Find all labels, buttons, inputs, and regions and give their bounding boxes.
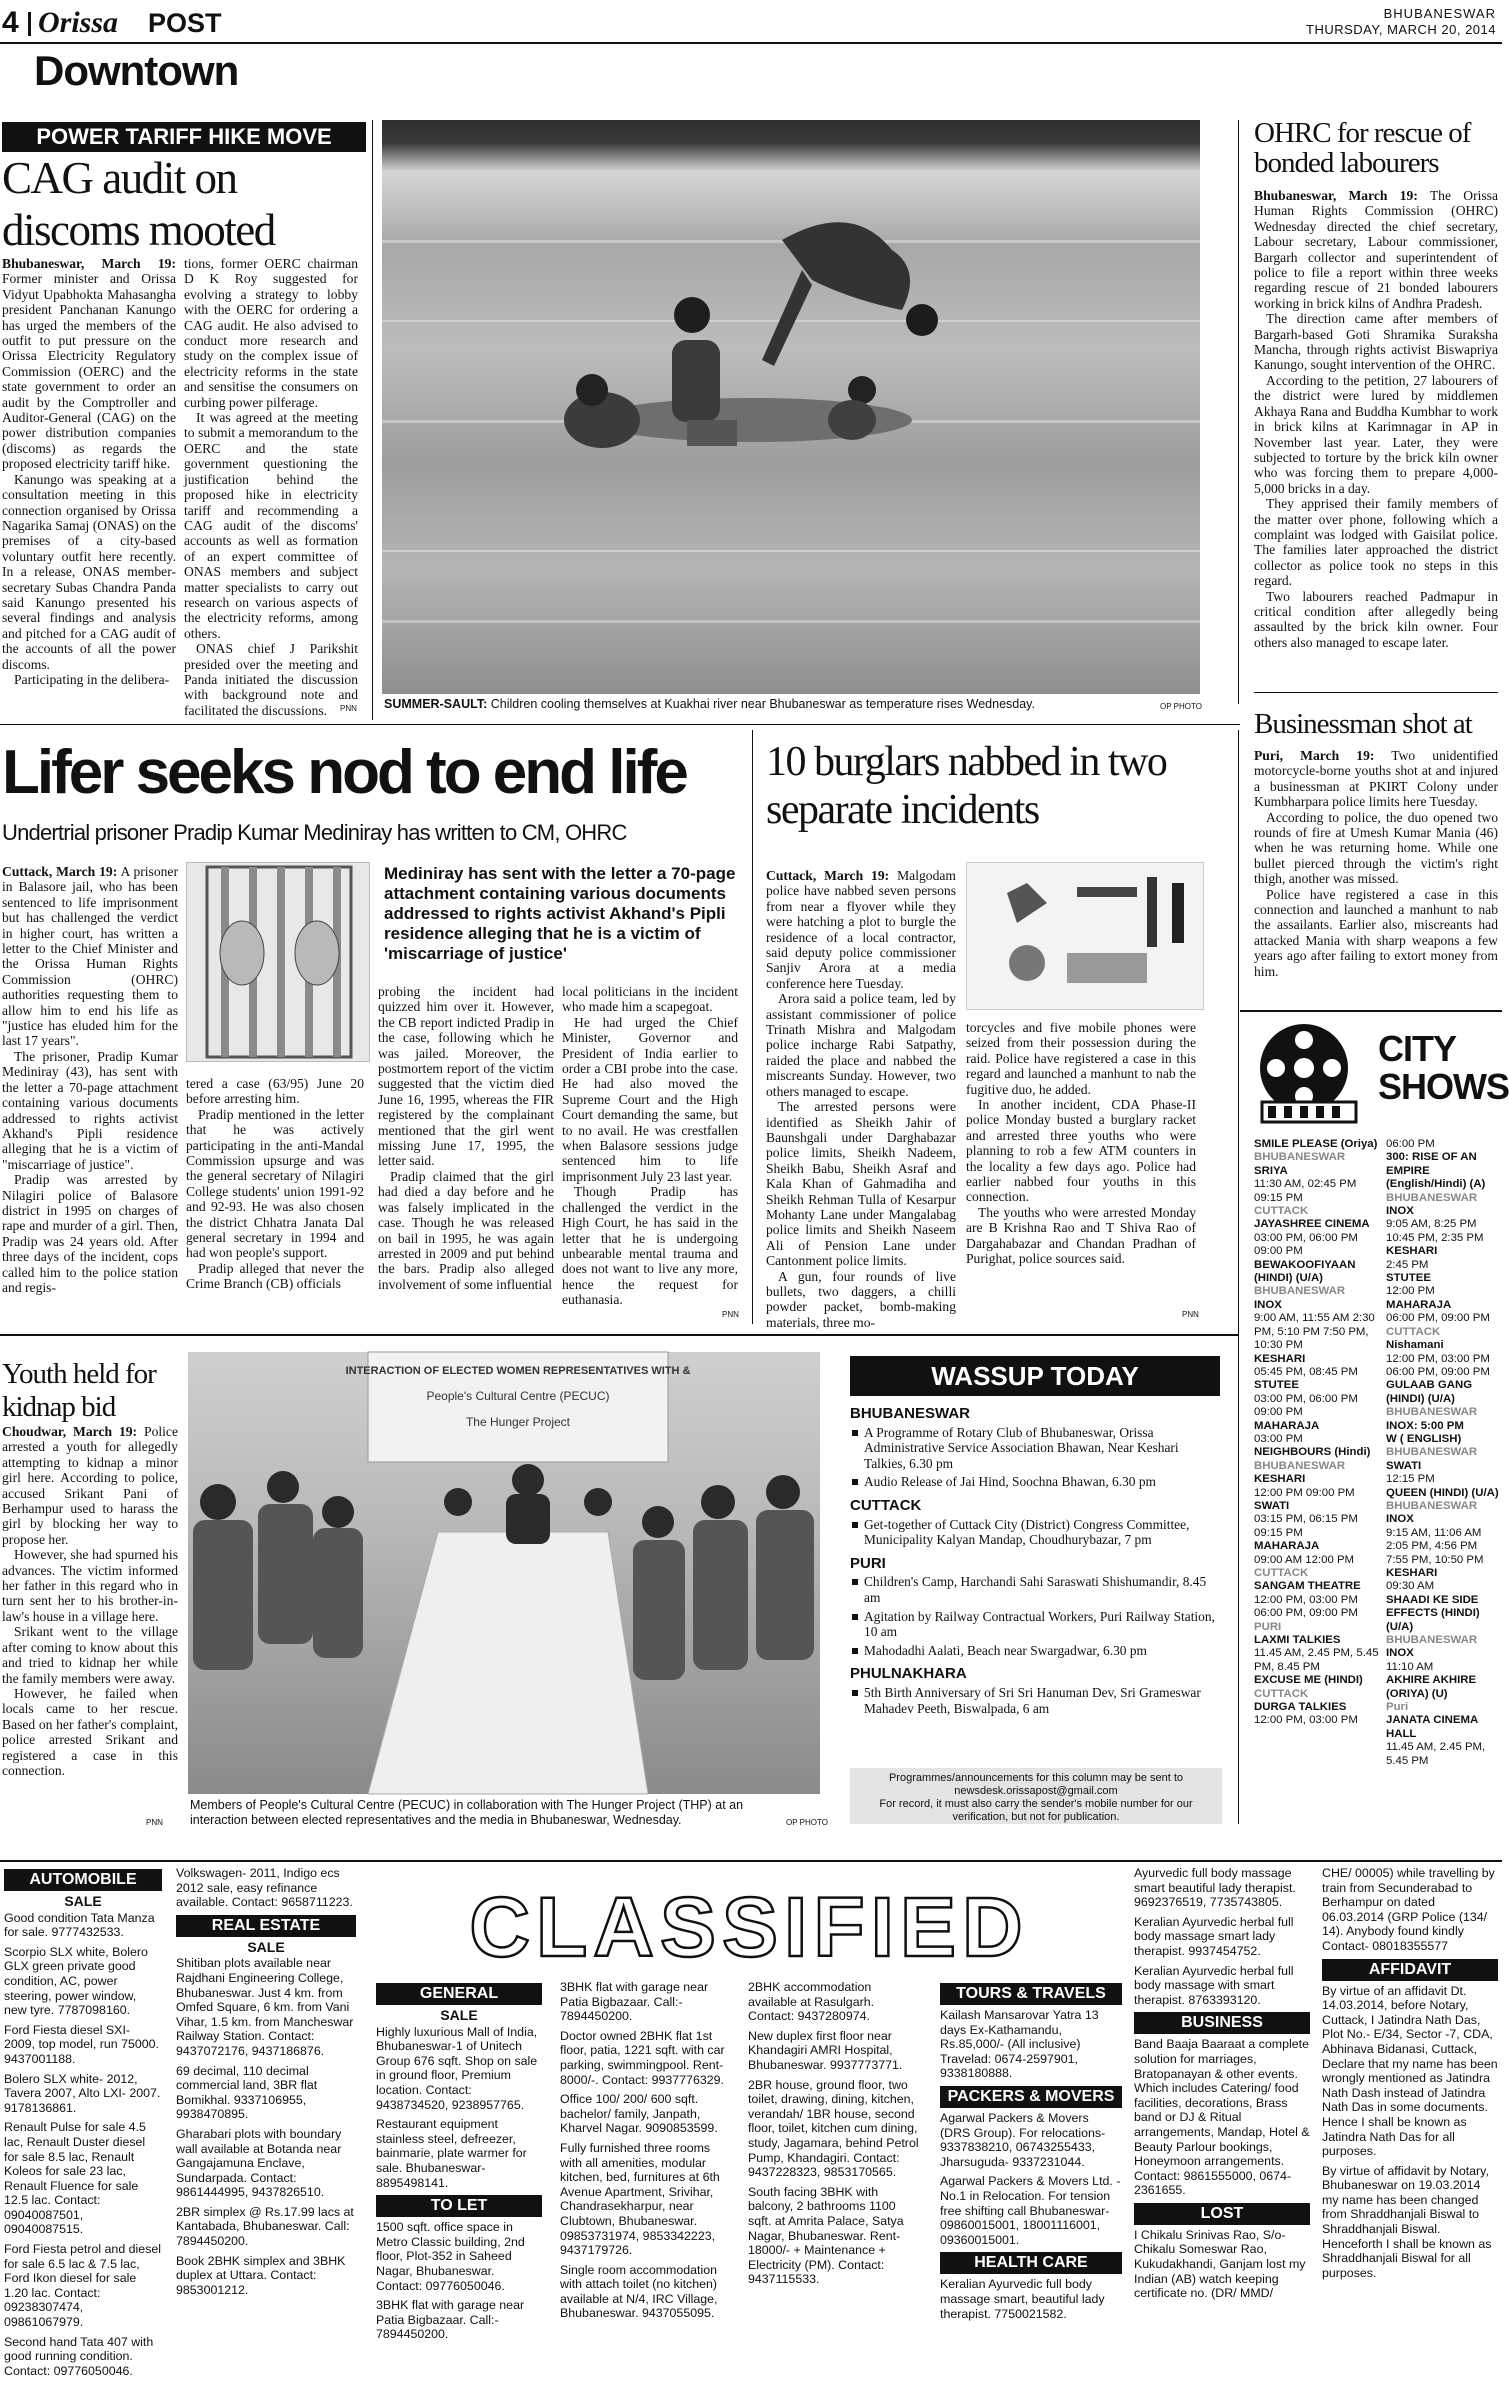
classified-ad: 2BR simplex @ Rs.17.99 lacs at Kantabada, Bhubaneswar. Call: 7894450200. <box>176 2204 354 2249</box>
classified-ad: South facing 3BHK with balcony, 2 bathrooms 1100 sqft. at Amrita Palace, Satya Nagar, Bhubaneswar. Rent- 18000/- + Maintenance + Electricity (PM). Contact: 9437115533. <box>748 2184 904 2287</box>
story-paragraph: Arora said a police team, led by assistant commissioner of police Trinath Mishra and Malgodam police incharge Rabi Satpathy, raided the place and nabbed the miscreants Sunday. However, two others managed to escape. <box>766 991 956 1099</box>
story-paragraph: Police arrested a youth for allegedly attempting to kidnap a minor girl here. According to police, accused Srikant Pani of Berhampur used to harass the girl by blocking her way to propose her. <box>2 1424 178 1547</box>
banner-line1: INTERACTION OF ELECTED WOMEN REPRESENTATIVES WITH & <box>345 1365 691 1377</box>
classified-heading: LOST <box>1134 2203 1310 2225</box>
classified-heading: AUTOMOBILE <box>4 1869 162 1891</box>
byline-tag: PNN <box>340 704 357 713</box>
story-paragraph: Two unidentified motorcycle-borne youths shot at and injured a businessman at PKIRT Colony under Kumbharpara police limits here Tuesday. <box>1254 748 1498 810</box>
show-venue-or-film: INOX <box>1254 1298 1282 1311</box>
story-cag-col1 <box>2 256 176 716</box>
show-city: BHUBANESWAR <box>1254 1285 1346 1298</box>
section-rule <box>0 1334 1238 1336</box>
classified-subheading: SALE <box>440 2007 478 2023</box>
headline-ohrc: OHRC for rescue of bonded labourers <box>1254 117 1471 179</box>
byline-tag: PNN <box>722 1310 739 1319</box>
story-businessman <box>1254 748 1498 984</box>
story-lifer-col3 <box>378 984 554 1316</box>
classified-ad: New duplex first floor near Khandagiri AMRI Hospital, Bhubaneswar. 9937773771. <box>748 2028 903 2072</box>
story-paragraph: local politicians in the incident who made him a scapegoat. <box>562 984 738 1015</box>
classified-ad: By virtue of affidavit by Notary, Bhubaneswar on 19.03.2014 my name has been changed from Shraddhanjali Biswal to Shraddhanjali Biswal. Henceforth I shall be known as Shraddhanjali Biswal for all purposes. <box>1322 2163 1492 2280</box>
column-rule <box>1238 730 1239 1824</box>
classified-col2 <box>176 1866 356 2302</box>
classified-ad: Highly luxurious Mall of India, Bhubaneswar-1 of Unitech Group 676 sqft. Shop on sale in ground floor, Premium location. Contact: 9438734520, 9238957765. <box>376 2024 538 2112</box>
classified-heading: GENERAL <box>376 1983 542 2005</box>
show-timings: 09:00 AM 12:00 PM <box>1254 1553 1355 1566</box>
story-lifer-col2 <box>186 1076 364 1316</box>
classified-ad: Agarwal Packers & Movers (DRS Group). For relocations- 9337838210, 06743255433, Jharsuguda- 9337231044. <box>940 2110 1106 2169</box>
story-burglars-col2 <box>966 1020 1196 1316</box>
story-cag-col2 <box>184 256 358 716</box>
story-paragraph: Malgodam police have nabbed seven persons from near a flyover while they were hatching a plot to burgle the residence of a local contractor, said deputy police commissioner Sanjiv Arora at a media conference here Tuesday. <box>766 868 956 991</box>
list-item: Audio Release of Jai Hind, Soochna Bhawan, 6.30 pm <box>850 1474 1222 1490</box>
classified-ad: Ford Fiesta petrol and diesel for sale 6.5 lac & 7.5 lac, Ford Ikon diesel for sale 1.20 lac. Contact: 09238307474, 09861067979. <box>4 2242 162 2330</box>
banner-line2: People's Cultural Centre (PECUC) <box>426 1389 610 1403</box>
classified-heading: AFFIDAVIT <box>1322 1959 1498 1981</box>
classified-heading: PACKERS & MOVERS <box>940 2086 1122 2108</box>
show-venue-or-film: JAYASHREE CINEMA <box>1254 1218 1370 1231</box>
show-timings: 03:00 PM, 06:00 PM 09:00 PM <box>1254 1231 1358 1258</box>
film-reel-icon <box>1252 1018 1362 1130</box>
headline-cag: CAG audit on discoms mooted <box>2 153 275 255</box>
show-venue-or-film: EXCUSE ME (HINDI) <box>1254 1674 1363 1687</box>
story-paragraph: Kanungo was speaking at a consultation meeting in this connection organised by Orissa Nagarika Samaj (ONAS) on the premises of a city-based voluntary outfit here recently. In a release, ONAS member-secretary Subas Chandra Panda said Kanungo presented his several findings and analysis and pitched for a CAG audit of the accounts of all the power discoms. <box>2 471 176 672</box>
show-venue-or-film: BEWAKOOFIYAAN (HINDI) (U/A) <box>1254 1258 1356 1285</box>
show-timings: 12:00 PM 09:00 PM <box>1254 1486 1355 1499</box>
show-venue-or-film: KESHARI <box>1254 1473 1306 1486</box>
city-shows-title-line2: SHOWS <box>1378 1066 1509 1107</box>
wassup-list <box>850 1398 1222 1719</box>
show-city: BHUBANESWAR <box>1386 1446 1478 1459</box>
masthead <box>0 0 1502 94</box>
show-timings: 09:30 AM <box>1386 1580 1435 1593</box>
photo-river <box>382 120 1200 694</box>
show-venue-or-film: 300: RISE OF AN EMPIRE (English/Hindi) (A) <box>1386 1151 1486 1191</box>
classified-ad: Kailash Mansarovar Yatra 13 days Ex-Kathamandu, Rs.85,000/- (All inclusive) Travelad: 0674-2597901, 9338180888. <box>940 2008 1099 2081</box>
photo-meeting <box>188 1352 820 1794</box>
story-paragraph: tered a case (63/95) June 20 before arresting him. <box>186 1076 364 1107</box>
story-paragraph: In another incident, CDA Phase-II police Monday busted a burglary racket and arrested three youths who were planning to rob a few ATM counters in the locality a few days ago. Police had earlier nabbed four youths in this connection. <box>966 1097 1196 1205</box>
classified-heading: BUSINESS <box>1134 2012 1310 2034</box>
section-rule <box>1254 692 1498 693</box>
weapons-icon <box>967 863 1205 1011</box>
column-rule <box>1238 120 1239 704</box>
story-ohrc <box>1254 188 1498 688</box>
show-timings: 12:00 PM, 03:00 PM 06:00 PM, 09:00 PM <box>1386 1352 1490 1378</box>
classified-banner <box>376 1880 1122 1974</box>
show-timings: 06:00 PM, 09:00 PM <box>1386 1312 1490 1325</box>
story-paragraph: They apprised their family members of the matter over phone, following which a complaint was lodged with Gaisilat police. The families later approached the district collector as police took no steps in this regard. <box>1254 496 1498 589</box>
show-venue-or-film: INOX: 5:00 PM <box>1386 1419 1464 1432</box>
story-paragraph: He had urged the Chief Minister, Governor and President of India earlier to order a CBI probe into the case. He had also moved the Supreme Court and the High Court demanding the same, but to no avail. He was crestfallen when Balasore sessions judge sentenced him to life imprisonment July 23 last year. <box>562 1014 738 1184</box>
list-item: Mahodadhi Aalati, Beach near Swargadwar, 6.30 pm <box>850 1643 1222 1659</box>
show-timings: 12:15 PM <box>1386 1473 1435 1486</box>
show-venue-or-film: MAHARAJA <box>1386 1298 1452 1311</box>
jail-bars-icon <box>187 863 371 1063</box>
show-venue-or-film: KESHARI <box>1254 1352 1306 1365</box>
wassup-city: PHULNAKHARA <box>850 1665 967 1683</box>
list-item: Agitation by Railway Contractual Workers, Puri Railway Station, 10 am <box>850 1609 1222 1640</box>
show-venue-or-film: SRIYA <box>1254 1164 1288 1177</box>
show-venue-or-film: GULAAB GANG (HINDI) (U/A) <box>1386 1379 1473 1405</box>
dateline: Bhubaneswar, March 19: <box>2 256 176 271</box>
show-venue-or-film: LAXMI TALKIES <box>1254 1634 1341 1647</box>
story-burglars-col1 <box>766 868 956 1330</box>
list-item: Get-together of Cuttack City (District) Congress Committee, Municipality Kalyan Mandap, Choudhurybazar, 7 pm <box>850 1517 1222 1548</box>
story-paragraph: Former minister and Orissa Vidyut Upabhokta Mahasangha president Panchanan Kanungo has urged the members of the outfit to put pressure on the Orissa Electricity Regulatory Commission (OERC) and the state government to order an audit by the Comptroller and Auditor-General (CAG) on the power distribution companies (discoms) as regards the proposed electricity tariff hike. <box>2 271 176 472</box>
city-shows-col2 <box>1386 1138 1500 1828</box>
show-venue-or-film: SANGAM THEATRE <box>1254 1580 1361 1593</box>
show-timings: 12:00 PM <box>1386 1285 1435 1298</box>
story-paragraph: probing the incident had quizzed him over it. However, the CB report indicted Pradip in the case, following which he was jailed. Moreover, the postmortem report of the victim suggested that the victim died June 16, 1995, whereas the FIR registered by the complainant mentioned that the girl went missing June 17, 1995, the letter said. <box>378 984 554 1169</box>
photo-credit: OP PHOTO <box>1160 702 1202 711</box>
story-paragraph: Pradip was arrested by Nilagiri police of Balasore district in 1995 on charges of rape and murder of a girl. Then, Pradip was 24 years old. After three days of the incident, cops called him to the police station and regis- <box>2 1172 178 1295</box>
story-paragraph: According to police, the duo opened two rounds of fire at Umesh Kumar Mania (46) when he was returning home. While one bullet pierced through the victim's right thigh, another was missed. <box>1254 809 1498 887</box>
story-paragraph: Though Pradip has challenged the verdict in the High Court, he has said in the letter that he is undergoing unbearable mental trauma and does not want to live any more, hence the request for euthanasia. <box>562 1184 738 1308</box>
byline-tag: PNN <box>146 1818 163 1827</box>
story-paragraph: Participating in the delibera- <box>14 671 170 687</box>
city-shows-title-line1: CITY <box>1378 1028 1457 1069</box>
paper-name-bold: POST <box>148 8 222 38</box>
show-venue-or-film: JANATA CINEMA HALL <box>1386 1714 1478 1740</box>
show-timings: 9:00 AM, 11:55 AM 2:30 PM, 5:10 PM 7:50 PM, 10:30 PM <box>1254 1312 1375 1352</box>
classified-ad: Keralian Ayurvedic full body massage smart, beautiful lady therapist. 7750021582. <box>940 2277 1105 2321</box>
wassup-note-email: newsdesk.orissapost@gmail.com <box>954 1785 1118 1797</box>
edition-city: BHUBANESWAR <box>1383 6 1496 21</box>
classified-ad: Agarwal Packers & Movers Ltd. - No.1 in Relocation. For tension free shifting call Bhubaneswar- 09860015001, 18001116001, 09360015001. <box>940 2174 1121 2247</box>
show-city: CUTTACK <box>1254 1567 1309 1579</box>
wassup-city: BHUBANESWAR <box>850 1405 970 1422</box>
headline-businessman: Businessman shot at <box>1254 708 1472 740</box>
show-timings: 03:00 PM, 06:00 PM 09:00 PM <box>1254 1392 1358 1419</box>
classified-subheading: SALE <box>247 1938 285 1955</box>
list-item: A Programme of Rotary Club of Bhubaneswar, Orissa Administrative Service Association Bhawan, Near Keshari Talkies, 6.30 pm <box>850 1425 1222 1472</box>
show-timings: 03:15 PM, 06:15 PM 09:15 PM <box>1254 1513 1358 1539</box>
classified-ad: Book 2BHK simplex and 3BHK duplex at Uttara. Contact: 9853001212. <box>176 2253 346 2297</box>
show-city: CUTTACK <box>1386 1325 1441 1338</box>
dateline: Cuttack, March 19: <box>2 864 118 879</box>
wassup-note-line3: For record, it must also carry the sender's mobile number for our verification, but not for publication. <box>879 1798 1193 1823</box>
show-venue-or-film: INOX <box>1386 1513 1414 1526</box>
meeting-scene <box>188 1352 820 1794</box>
show-timings: 2:45 PM <box>1386 1258 1429 1271</box>
story-paragraph: A prisoner in Balasore jail, who has been sentenced to life imprisonment but has challenged the verdict in higher court, has written a letter to the Chief Minister and the Orissa Human Rights Commission (OHRC) authorities requesting them to allow him to end his life as "justice has eluded him for the last 17 years". <box>2 864 178 1049</box>
classified-ad: Keralian Ayurvedic herbal full body massage smart lady therapist. 9937454752. <box>1134 1914 1294 1958</box>
show-timings: 11.45 AM, 2.45 PM, 5.45 PM, 8.45 PM <box>1254 1647 1379 1673</box>
story-paragraph: According to the petition, 27 labourers of the district were lured by middlemen Akhaya Rana and Buddha Kumbhar to work in brick kilns at Karimnagar in AP in November last year. Later, they were subjected to torture by the brick kiln owner who was forcing them to prepare 4,000-5,000 bricks in a day. <box>1254 372 1498 496</box>
story-lifer-col4 <box>562 984 738 1316</box>
story-paragraph: A gun, four rounds of live bullets, two daggers, a chilli powder packet, bomb-making materials, three mo- <box>766 1268 956 1330</box>
classified-title: CLASSIFIED <box>469 1880 1029 1974</box>
classified-col8 <box>1322 1866 1498 2285</box>
list-item: Children's Camp, Harchandi Sahi Saraswati Shishumandir, 8.45 am <box>850 1574 1222 1605</box>
classified-col3 <box>376 1980 542 2347</box>
show-timings: 11:30 AM, 02:45 PM 09:15 PM <box>1254 1178 1357 1204</box>
classified-ad: 1500 sqft. office space in Metro Classic building, 2nd floor, Plot-352 in Saheed Nagar, Bhubaneswar. Contact: 09776050046. <box>376 2220 525 2293</box>
story-paragraph: torcycles and five mobile phones were seized from their possession during the raid. Police have registered a case in this regard and launched a manhunt to nab the fugitive duo, he added. <box>966 1020 1196 1097</box>
show-city: BHUBANESWAR <box>1386 1191 1478 1204</box>
classified-ad: Ford Fiesta diesel SXI- 2009, top model, run 75000. 9437001188. <box>4 2022 159 2066</box>
classified-col5 <box>748 1980 920 2292</box>
show-timings: 06:00 PM <box>1386 1138 1435 1150</box>
dateline: Cuttack, March 19: <box>766 868 890 883</box>
classified-heading: TOURS & TRAVELS <box>940 1983 1122 2005</box>
list-item: 5th Birth Anniversary of Sri Sri Hanuman Dev, Sri Grameswar Mahadev Peeth, Biswalpada, 6 am <box>850 1685 1222 1716</box>
show-venue-or-film: INOX <box>1386 1647 1414 1660</box>
headline-burglars: 10 burglars nabbed in two separate incidents <box>766 739 1167 833</box>
show-city: CUTTACK <box>1254 1687 1309 1700</box>
classified-ad: Bolero SLX white- 2012, Tavera 2007, Alto LXI- 2007. 9178136861. <box>4 2071 161 2115</box>
classified-ad: I Chikalu Srinivas Rao, S/o- Chikalu Someswar Rao, Kukudakhandi, Ganjam lost my Indian (AB) watch keeping certificate no. (DR/ MMD/ <box>1134 2227 1306 2301</box>
edition-date: THURSDAY, MARCH 20, 2014 <box>1306 22 1496 37</box>
story-paragraph: Pradip alleged that never the Crime Branch (CB) officials <box>186 1260 364 1292</box>
wassup-note <box>850 1768 1222 1824</box>
dateline: Puri, March 19: <box>1254 748 1375 763</box>
classified-col7 <box>1134 1866 1310 2306</box>
classified-ad: Band Baaja Baaraat a complete solution for marriages, Bratopanayan & other events. Which includes Catering/ food facilities, decorations, Brass band or DJ & Ritual arrangements, Mandap, Hotel & Beauty Parlour bookings, Honeymoon arrangements. Contact: 9861555000, 0674-2361655. <box>1134 2037 1310 2198</box>
classified-heading: REAL ESTATE <box>176 1915 356 1937</box>
wassup-title: WASSUP TODAY <box>850 1356 1220 1396</box>
classified-ad: Volkswagen- 2011, Indigo ecs 2012 sale, easy refinance available. Contact: 9658711223. <box>176 1866 353 1910</box>
classified-ad: Fully furnished three rooms with all amenities, modular kitchen, bed, furnitures at 6th Avenue Apartment, Srivihar, Chandrasekharpur, near Clubtown, Bhubaneswar. 09853731974, 9853342223, 9437179726. <box>560 2140 720 2258</box>
story-paragraph: The arrested persons were identified as Sheikh Jahir of Baunshgali under Darghabazar police limits, Sheikh Nadeem, Sheikh Babu, Sheikh Asraf and Kala Khan of Gahmadiha and Sheikh Rehman Tulla of Kesarpur Mohanty Lane under Mangalabag police limits and Sheikh Naseem Ali of Pension Lane under Cantonment police limits. <box>766 1099 956 1269</box>
show-venue-or-film: MAHARAJA <box>1254 1540 1320 1553</box>
show-venue-or-film: SHAADI KE SIDE EFFECTS (HINDI) (U/A) <box>1386 1593 1480 1633</box>
show-venue-or-film: KESHARI <box>1386 1567 1438 1579</box>
story-paragraph: The youths who were arrested Monday are B Krishna Rao and T Shiva Rao of Dargahabazar and Chandan Pradhan of Purighat, police sources said. <box>966 1204 1196 1267</box>
show-timings: 12:00 PM, 03:00 PM 06:00 PM, 09:00 PM <box>1254 1593 1358 1620</box>
show-timings: 11.45 AM, 2.45 PM, 5.45 PM <box>1386 1741 1486 1767</box>
classified-ad: 2BHK accommodation available at Rasulgarh. Contact: 9437280974. <box>748 1980 875 2024</box>
section-name: Downtown <box>34 47 239 94</box>
classified-ad: Doctor owned 2BHK flat 1st floor, patia, 1221 sqft. with car parking, swimmingpool. Rent- 8000/-. Contact: 9937776329. <box>560 2028 725 2087</box>
show-venue-or-film: KESHARI <box>1386 1245 1438 1258</box>
subhead-lifer: Undertrial prisoner Pradip Kumar Mediniray has written to CM, OHRC <box>2 820 627 845</box>
classified-ad: Office 100/ 200/ 600 sqft. bachelor/ family, Janpath, Kharvel Nagar. 9090853599. <box>560 2092 718 2136</box>
show-city: Puri <box>1386 1701 1409 1714</box>
story-paragraph: ONAS chief J Parikshit presided over the meeting and Panda initiated the discussion with background note and facilitated the discussions. <box>184 641 358 718</box>
classified-subheading: SALE <box>64 1893 102 1909</box>
show-venue-or-film: INOX <box>1386 1205 1414 1218</box>
classified-ad: Ayurvedic full body massage smart beautiful lady therapist. 9692376519, 7735743805. <box>1134 1866 1296 1910</box>
caption-label: SUMMER-SAULT: <box>384 697 488 711</box>
show-city: CUTTACK <box>1254 1205 1309 1218</box>
classified-ad: Scorpio SLX white, Bolero GLX green private good condition, AC, power steering, power window, new tyre. 7787098160. <box>4 1944 148 2018</box>
dateline: Bhubaneswar, March 19: <box>1254 188 1418 203</box>
show-venue-or-film: DURGA TALKIES <box>1254 1701 1347 1714</box>
classified-ad: 3BHK flat with garage near Patia Bigbazaar. Call:- 7894450200. <box>376 2298 525 2342</box>
show-venue-or-film: NEIGHBOURS (Hindi) <box>1254 1446 1371 1459</box>
story-paragraph: Police have registered a case in this connection and launched a manhunt to nab the assailants. Earlier also, miscreants had attacked Mania with sharp weapons a few years ago after failing to extort money from him. <box>1254 886 1498 979</box>
classified-ad: Renault Pulse for sale 4.5 lac, Renault Duster diesel for sale 8.5 lac, Renault Koleos for sale 23 lac, Renault Fluence for sale 12.5 lac. Contact: 09040087501, 09040087515. <box>4 2120 146 2237</box>
show-venue-or-film: SMILE PLEASE (Oriya) <box>1254 1138 1378 1150</box>
classified-ad: By virtue of an affidavit Dt. 14.03.2014, before Notary, Cuttack, I Jatindra Nath Das, Plot No.- E/34, Sector -7, CDA, Abhinava Bidanasi, Cuttack, Declare that my name has been wrongly mentioned as Jatindra Nath Dash instead of Jatindra Nath Das in some documents. Hence I shall be known as Jatindra Nath Das for all purposes. <box>1322 1983 1498 2159</box>
jail-illustration <box>186 862 370 1062</box>
pullquote: Mediniray has sent with the letter a 70-page attachment containing various documents addressed to rights activist Akhand's Pipli residence alleging that he is a victim of 'miscarriage of justice' <box>384 864 736 963</box>
show-venue-or-film: Nishamani <box>1386 1339 1444 1352</box>
classified-ad: CHE/ 00005) while travelling by train from Secunderabad to Berhampur on dated 06.03.2014 (GRP Police (134/ 14). Anybody found kindly Contact- 08018355577 <box>1322 1866 1495 1953</box>
story-paragraph: The prisoner, Pradip Kumar Mediniray (43), has sent with the letter a 70-page attachment containing various documents addressed to rights activist Akhand's Pipli residence alleging that he is a victim of "miscarriage of justice". <box>2 1048 178 1172</box>
show-timings: 12:00 PM, 03:00 PM <box>1254 1714 1358 1727</box>
show-city: BHUBANESWAR <box>1386 1406 1478 1419</box>
photo-caption-river <box>384 697 1144 712</box>
classified-ad: 2BR house, ground floor, two toilet, drawing, dining, kitchen, verandah/ 1BR house, second floor, toilet, kitchen cum dining, study, Jagamara, behind Petrol Pump, Khandagiri. Contact: 9437228323, 9853170565. <box>748 2077 919 2180</box>
show-venue-or-film: MAHARAJA <box>1254 1419 1320 1432</box>
photo-credit: OP PHOTO <box>786 1818 828 1827</box>
classified-col6 <box>940 1980 1122 2326</box>
story-paragraph: It was agreed at the meeting to submit a memorandum to the OERC and the state government questioning the justification behind the proposed hike in electricity tariff and recommending a CAG audit of the discoms' accounts as well as formation of an expert committee of ONAS members and subject matter specialists to carry out research on various aspects of the electricity reforms, among others. <box>184 410 358 641</box>
classified-col4 <box>560 1980 732 2326</box>
headline-youth: Youth held for kidnap bid <box>2 1358 156 1423</box>
paper-name: Orissa <box>38 6 119 39</box>
show-venue-or-film: AKHIRE AKHIRE (ORIYA) (U) <box>1386 1674 1477 1700</box>
byline-tag: PNN <box>1182 1310 1199 1319</box>
show-city: BHUBANESWAR <box>1386 1499 1478 1512</box>
show-timings: 9:05 AM, 8:25 PM 10:45 PM, 2:35 PM <box>1386 1218 1484 1244</box>
section-rule <box>1240 1010 1502 1012</box>
banner-line3: The Hunger Project <box>465 1415 571 1429</box>
classified-heading: HEALTH CARE <box>940 2252 1122 2274</box>
story-lifer-col1 <box>2 864 178 1316</box>
show-city: BHUBANESWAR <box>1386 1634 1478 1647</box>
story-paragraph: However, he failed when locals came to her rescue. Based on her father's complaint, police arrested Srikant and registered a case in this connection. <box>2 1685 178 1778</box>
city-shows-title <box>1378 1028 1509 1107</box>
wassup-city: PURI <box>850 1554 886 1572</box>
classified-ad: Single room accommodation with attach toilet (no kitchen) available at N/4, IRC Village, Bhubaneswar. 9437055095. <box>560 2262 718 2321</box>
show-city: BHUBANESWAR <box>1254 1459 1346 1472</box>
kicker-bar: POWER TARIFF HIKE MOVE <box>2 122 366 152</box>
headline-lifer: Lifer seeks nod to end life <box>2 738 686 807</box>
story-paragraph: The direction came after members of Bargarh-based Goti Shramika Suraksha Mancha, through rights activist Biswapriya Kanungo, sought intervention of the OHRC. <box>1254 311 1498 373</box>
river-scene <box>382 120 1200 694</box>
story-paragraph: Srikant went to the village after coming to know about this and tried to kidnap her while the family members were away. <box>2 1624 178 1686</box>
photo-caption-meeting: Members of People's Cultural Centre (PECUC) in collaboration with The Hunger Project (THP) at an interaction between elected representatives and the media in Bhubaneswar, Wednesday. <box>190 1798 744 1827</box>
column-rule <box>752 730 753 1324</box>
classified-heading: TO LET <box>376 2195 542 2217</box>
story-paragraph: Pradip mentioned in the letter that he was actively participating in the anti-Mandal Commission upsurge and was the general secretary of Nilagiri College students' union 1991-92 and 92-93. He was also chosen the district Chhatra Janata Dal general secretary in 1994 and had won people's support. <box>186 1106 364 1261</box>
show-city: PURI <box>1254 1620 1282 1633</box>
classified-ad: Keralian Ayurvedic herbal full body massage with smart therapist. 8763393120. <box>1134 1963 1294 2007</box>
show-timings: 05:45 PM, 08:45 PM <box>1254 1365 1358 1378</box>
classified-ad: Good condition Tata Manza for sale. 9777432533. <box>4 1910 155 1940</box>
city-shows-col1 <box>1254 1138 1380 1828</box>
classified-ad: Second hand Tata 407 with good running condition. Contact: 09776050046. <box>4 2334 154 2378</box>
story-paragraph: tions, former OERC chairman D K Roy suggested for evolving a strategy to lobby with the OERC for ordering a CAG audit. He also advised to conduct more research and study on the complex issue of electricity reforms in the state and sensitise the consumers on curbing power pilferage. <box>184 256 358 410</box>
classified-ad: Gharabari plots with boundary wall available at Botanda near Gangajamuna Enclave, Sundarpada. Contact: 9861444995, 9437826510. <box>176 2126 342 2200</box>
show-venue-or-film: STUTEE <box>1386 1272 1431 1285</box>
show-timings: 11:10 AM <box>1386 1660 1434 1673</box>
show-venue-or-film: W ( ENGLISH) <box>1386 1432 1462 1445</box>
story-youth <box>2 1424 178 1824</box>
show-timings: 9:15 AM, 11:06 AM 2:05 PM, 4:56 PM 7:55 PM, 10:50 PM <box>1386 1526 1484 1566</box>
show-venue-or-film: SWATI <box>1254 1499 1290 1512</box>
dateline: Choudwar, March 19: <box>2 1424 138 1439</box>
story-paragraph: Two labourers reached Padmapur in critical condition after allegedly being assaulted by the brick kiln owner. Four others also managed to escape later. <box>1254 588 1498 650</box>
wassup-city: CUTTACK <box>850 1496 922 1514</box>
story-paragraph: However, she had spurned his advances. The victim informed her father in this regard who in turn sent her to his brother-in-law's house in a village here. <box>2 1547 178 1624</box>
show-venue-or-film: SWATI <box>1386 1459 1422 1472</box>
masthead-rule <box>0 42 1502 44</box>
classified-ad: Restaurant equipment stainless steel, defreezer, bainmarie, plate warmer for sale. Bhubaneswar- 8895498141. <box>376 2117 527 2190</box>
classified-ad: 69 decimal, 110 decimal commercial land, 3BR flat Bomikhal. 9337106955, 9938470895. <box>176 2063 318 2122</box>
caption-text: Children cooling themselves at Kuakhai river near Bhubaneswar as temperature rises Wednesday. <box>490 697 1035 711</box>
photo-seized-items <box>966 862 1204 1010</box>
show-city: BHUBANESWAR <box>1254 1151 1346 1164</box>
story-paragraph: Pradip claimed that the girl had died a day before and he was falsely implicated in the case. Though he was released on bail in 1995, he was again arrested in 2009 and put behind the bars. Pradip also alleged involvement of some influential <box>378 1168 554 1292</box>
classified-ad: Shitiban plots available near Rajdhani Engineering College, Bhubaneswar. Just 4 km. from Omfed Square, 6 km. from Vani Vihar, 1.5 km. from Mancheswar Railway Station. Contact: 9437072176, 9437186876. <box>176 1956 354 2058</box>
story-paragraph: The Orissa Human Rights Commission (OHRC) Wednesday directed the chief secretary, Labour secretary, Labour commissioner, Bargarh collector and superintendent of police to file a report within three weeks regarding rescue of 21 bonded labourers working in brick kilns of Andhra Pradesh. <box>1254 188 1498 311</box>
show-venue-or-film: STUTEE <box>1254 1379 1299 1392</box>
section-rule <box>0 724 1240 725</box>
column-rule <box>372 120 373 720</box>
masthead-divider <box>28 12 31 36</box>
classified-col1 <box>4 1866 162 2383</box>
show-timings: 03:00 PM <box>1254 1432 1303 1445</box>
classified-ad: 3BHK flat with garage near Patia Bigbazaar. Call:- 7894450200. <box>560 1980 709 2024</box>
show-venue-or-film: QUEEN (HINDI) (U/A) <box>1386 1486 1499 1499</box>
section-rule <box>0 1860 1502 1862</box>
wassup-note-line1: Programmes/announcements for this column may be sent to <box>888 1772 1184 1784</box>
page-number: 4 <box>2 6 19 39</box>
